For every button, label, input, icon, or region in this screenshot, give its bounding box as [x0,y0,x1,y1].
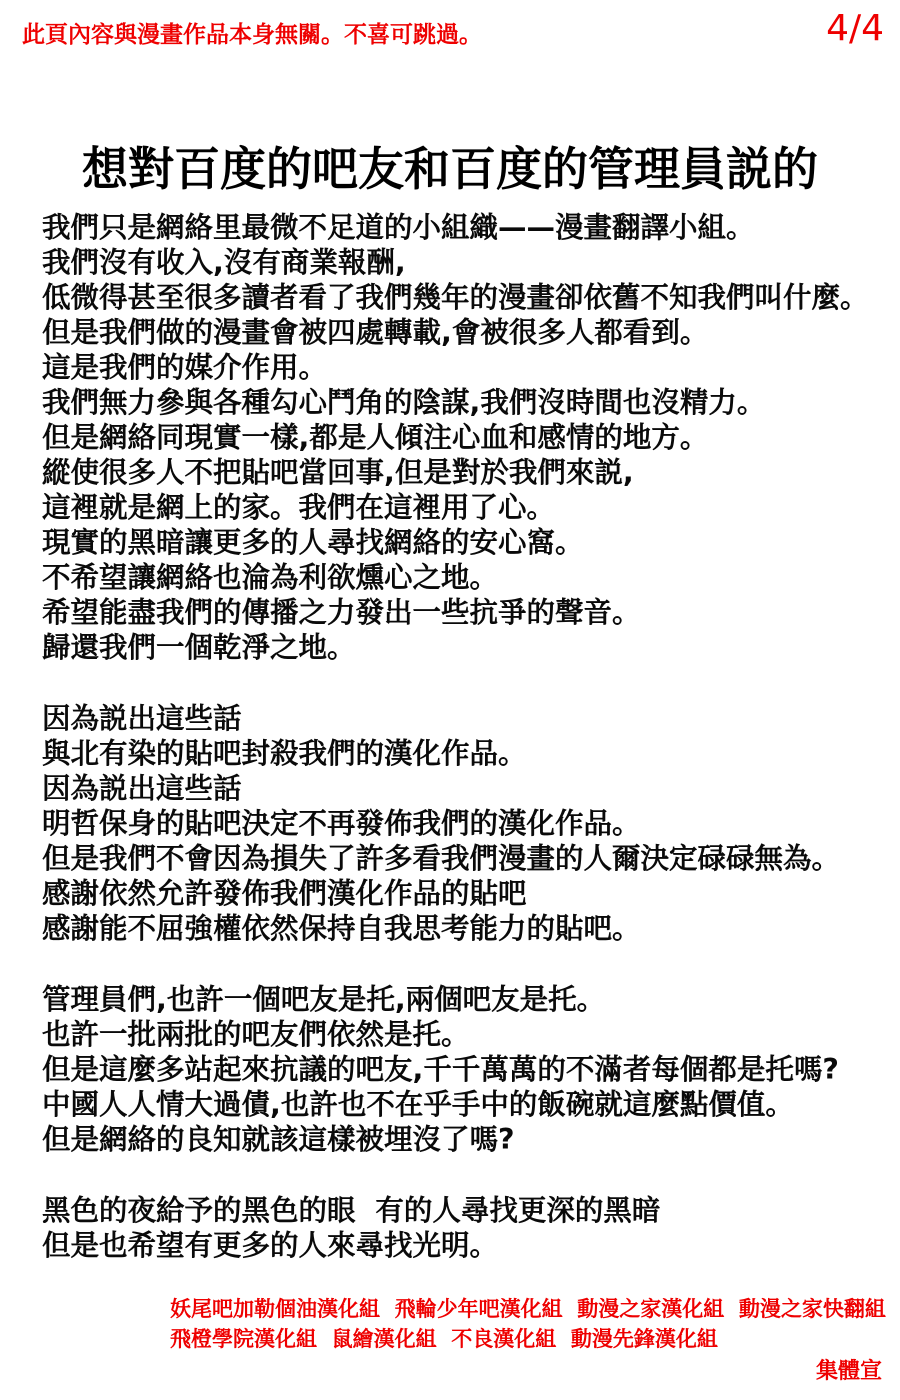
credit-groups-line-2: 飛橙學院漢化組 鼠繪漢化組 不良漢化組 動漫先鋒漢化組 [170,1327,718,1351]
body-line: 但是網絡同現實一樣,都是人傾注心血和感情的地方。 [42,421,709,454]
body-line: 但是網絡的良知就該這樣被埋沒了嗎? [42,1123,515,1156]
body-line: 但是我們不會因為損失了許多看我們漫畫的人爾決定碌碌無為。 [42,842,841,875]
paragraph-to-admins [42,982,882,1157]
body-line: 管理員們,也許一個吧友是托,兩個吧友是托。 [42,983,606,1016]
body-line: 現實的黑暗讓更多的人尋找網絡的安心窩。 [42,526,584,559]
body-line: 感謝能不屈強權依然保持自我思考能力的貼吧。 [42,912,641,945]
body-line: 歸還我們一個乾淨之地。 [42,631,356,664]
body-line: 感謝依然允許發佈我們漢化作品的貼吧 [42,877,527,910]
credits-footer [170,1294,886,1386]
credit-groups-line-1: 妖尾吧加勒個油漢化組 飛輪少年吧漢化組 動漫之家漢化組 動漫之家快翻組 [170,1297,886,1321]
body-line: 也許一批兩批的吧友們依然是托。 [42,1018,470,1051]
statement-body [42,210,882,1263]
page-number: 4/4 [826,8,884,49]
body-line: 希望能盡我們的傳播之力發出一些抗爭的聲音。 [42,596,641,629]
body-line: 縱使很多人不把貼吧當回事,但是對於我們來説, [42,456,634,489]
header-notice: 此頁內容與漫畫作品本身無關。不喜可跳過。 [22,22,482,48]
paragraph-closing [42,1193,882,1263]
body-line: 這是我們的媒介作用。 [42,351,328,384]
paragraph-consequences [42,701,882,946]
body-line: 低微得甚至很多讀者看了我們幾年的漫畫卻依舊不知我們叫什麼。 [42,281,869,314]
paragraph-intro [42,210,882,665]
body-line: 但是也希望有更多的人來尋找光明。 [42,1229,499,1262]
body-line: 這裡就是網上的家。我們在這裡用了心。 [42,491,556,524]
body-line: 因為説出這些話 [42,702,242,735]
body-line: 我們沒有收入,沒有商業報酬, [42,246,406,279]
body-line: 我們無力參與各種勾心鬥角的陰謀,我們沒時間也沒精力。 [42,386,766,419]
body-line: 明哲保身的貼吧決定不再發佈我們的漢化作品。 [42,807,641,840]
collective-signature: 集體宣 [815,1359,882,1384]
body-line: 但是我們做的漫畫會被四處轉載,會被很多人都看到。 [42,316,709,349]
body-line: 不希望讓網絡也淪為利欲燻心之地。 [42,561,499,594]
body-line: 我們只是網絡里最微不足道的小組織——漫畫翻譯小組。 [42,211,755,244]
body-line: 中國人人情大過債,也許也不在乎手中的飯碗就這麼點價值。 [42,1088,794,1121]
page-title: 想對百度的吧友和百度的管理員説的 [82,141,818,196]
body-line: 因為説出這些話 [42,772,242,805]
body-line: 但是這麼多站起來抗議的吧友,千千萬萬的不滿者每個都是托嗎? [42,1053,839,1086]
body-line: 黑色的夜給予的黑色的眼 有的人尋找更深的黑暗 [42,1194,661,1227]
body-line: 與北有染的貼吧封殺我們的漢化作品。 [42,737,527,770]
